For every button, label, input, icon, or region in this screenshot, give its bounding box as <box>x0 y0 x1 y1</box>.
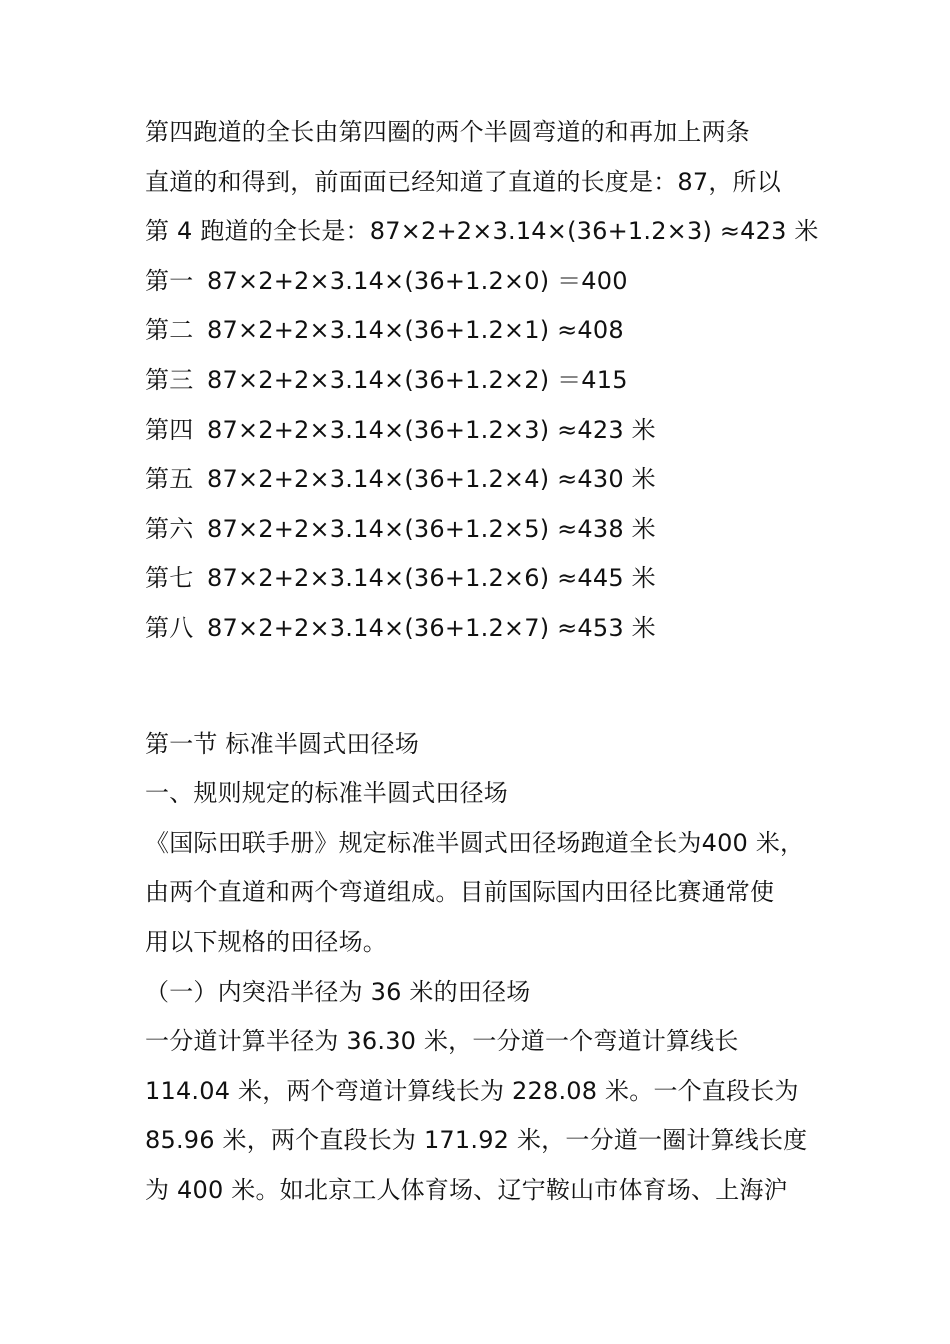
text-line: 用以下规格的田径场。 <box>145 927 387 956</box>
lane-row <box>145 505 815 555</box>
lane-label: 第四 <box>145 415 194 444</box>
lane-label: 第七 <box>145 564 194 593</box>
lane-row <box>145 455 815 505</box>
lane-formula: 87×2+2×3.14×(36+1.2×1) ≈408 <box>207 316 624 345</box>
section-standard-track <box>145 720 815 1216</box>
lane-formula: 87×2+2×3.14×(36+1.2×4) ≈430 米 <box>207 465 656 494</box>
text-line: 85.96 米，两个直段长为 171.92 米，一分道一圈计算线长度 <box>145 1126 808 1155</box>
lane-row <box>145 406 815 456</box>
lane-label: 第一 <box>145 266 194 295</box>
section-title: 第一节 标准半圆式田径场 <box>145 729 420 758</box>
section-subtitle: 一、规则规定的标准半圆式田径场 <box>145 779 508 808</box>
lane-row <box>145 257 815 307</box>
lane-formula: 87×2+2×3.14×(36+1.2×0) ＝400 <box>207 266 628 295</box>
section-spacer <box>145 654 815 720</box>
lane-row <box>145 604 815 654</box>
text-line: 第 4 跑道的全长是：87×2+2×3.14×(36+1.2×3) ≈423 米 <box>145 217 819 246</box>
lane-row <box>145 554 815 604</box>
document-page <box>145 108 819 1215</box>
section-subheading: （一）内突沿半径为 36 米的田径场 <box>145 977 531 1006</box>
text-line: 第四跑道的全长由第四圈的两个半圆弯道的和再加上两条 <box>145 118 750 146</box>
text-line: 114.04 米，两个弯道计算线长为 228.08 米。一个直段长为 <box>145 1076 799 1105</box>
lane-formula: 87×2+2×3.14×(36+1.2×7) ≈453 米 <box>207 613 656 642</box>
lane-label: 第二 <box>145 316 194 345</box>
lane-row <box>145 306 815 356</box>
text-line: 为 400 米。如北京工人体育场、辽宁鞍山市体育场、上海沪 <box>145 1175 788 1204</box>
lane-label: 第八 <box>145 613 194 642</box>
text-line: 由两个直道和两个弯道组成。目前国际国内田径比赛通常使 <box>145 878 775 907</box>
lane-label: 第六 <box>145 514 194 543</box>
lane-formula: 87×2+2×3.14×(36+1.2×6) ≈445 米 <box>207 564 656 593</box>
lane-label: 第三 <box>145 365 194 394</box>
text-line: 直道的和得到，前面面已经知道了直道的长度是：87，所以 <box>145 167 781 196</box>
lane-row <box>145 356 815 406</box>
lane-formula: 87×2+2×3.14×(36+1.2×2) ＝415 <box>207 365 628 394</box>
lane-length-list <box>145 257 815 654</box>
lane-formula: 87×2+2×3.14×(36+1.2×5) ≈438 米 <box>207 514 656 543</box>
text-line: 《国际田联手册》规定标准半圆式田径场跑道全长为400 米， <box>145 828 805 857</box>
text-line: 一分道计算半径为 36.30 米，一分道一个弯道计算线长 <box>145 1027 739 1056</box>
lane-label: 第五 <box>145 465 194 494</box>
intro-paragraph <box>145 108 819 257</box>
lane-formula: 87×2+2×3.14×(36+1.2×3) ≈423 米 <box>207 415 656 444</box>
